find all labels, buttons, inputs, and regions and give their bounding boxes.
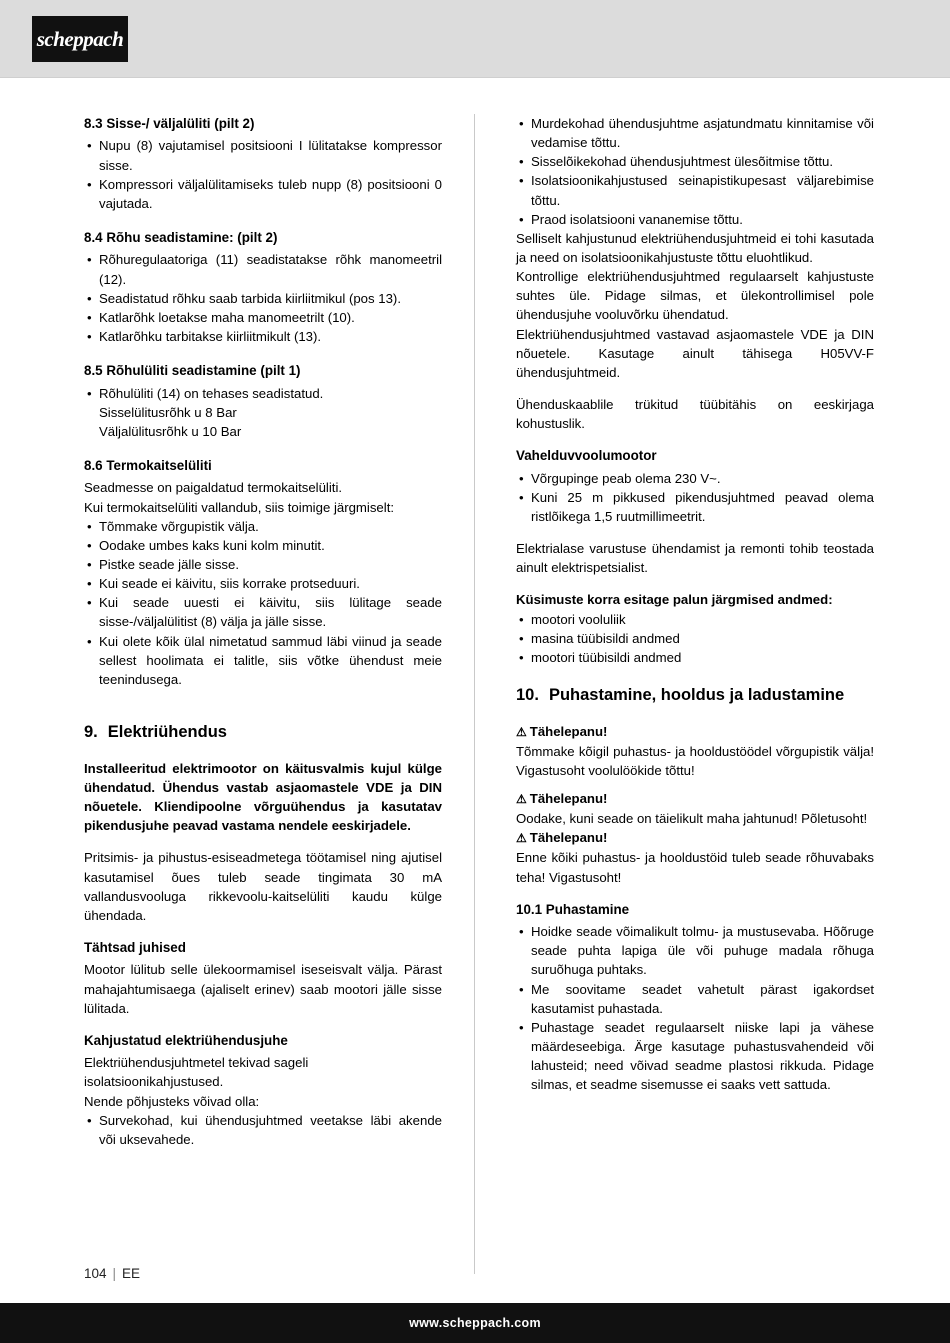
page-body xyxy=(0,78,950,1263)
spacer xyxy=(516,526,874,539)
warning-3-heading xyxy=(516,828,874,847)
list-item: • Murdekohad ühendusjuhtme asjatundmatu kinnitamise või vedamise tõttu. xyxy=(516,114,874,152)
chapter-9-bold-paragraph: Installeeritud elektrimootor on käitusvalmis kujul külge ühendatud. Ühendus vastab asjaomastele VDE ja DIN nõuetele. Kliendipoolne võrguühendus ja kasutatav pikendusjuhe peavad vastama nendele eeskirjadele. xyxy=(84,760,442,834)
list-item: • Puhastage seadet regulaarselt niiske lapi ja vähese määrdeseebiga. Ärge kasutage puhastusvahendeid või lahusteid; need võivad seadme plastosi rikkuda. Pidage silmas, et seadme sisemusse ei saaks vett sattuda. xyxy=(516,1018,874,1095)
column-divider xyxy=(474,114,475,1274)
scheppach-logo xyxy=(32,16,128,62)
list-item: • Kui olete kõik ülal nimetatud sammud läbi viinud ja seade sellest hoolimata ei talitle, siis võtke ühendust meie teenindusega. xyxy=(84,632,442,689)
footer-separator: | xyxy=(112,1266,117,1281)
section-8-4 xyxy=(84,228,442,346)
page-number: 104 xyxy=(84,1266,107,1281)
warning-triangle-icon: ⚠ xyxy=(516,724,527,739)
list-item: • mootori vooluliik xyxy=(516,610,874,629)
list-item: • mootori tüübisildi andmed xyxy=(516,648,874,667)
list-item: • Tõmmake võrgupistik välja. xyxy=(84,517,442,536)
warning-1-label: Tähelepanu! xyxy=(529,723,608,739)
important-notes-heading: Tähtsad juhised xyxy=(84,940,186,956)
warning-2-heading xyxy=(516,789,874,808)
section-8-6 xyxy=(84,456,442,689)
list-item: • Isolatsioonikahjustused seinapistikupesast väljarebimise tõttu. xyxy=(516,171,874,209)
list-item: • Kuni 25 m pikkused pikendusjuhtmed peavad olema ristlõikega 1,5 ruutmillimeetrit. xyxy=(516,488,874,526)
section-8-4-list xyxy=(84,250,442,346)
warning-triangle-icon: ⚠ xyxy=(516,831,527,846)
list-item: • Oodake umbes kaks kuni kolm minutit. xyxy=(84,536,442,555)
section-10-1-heading: 10.1 Puhastamine xyxy=(516,901,630,917)
list-item: • Võrgupinge peab olema 230 V~. xyxy=(516,469,874,488)
important-notes-paragraph: Mootor lülitub selle ülekoormamisel iseseisvalt välja. Pärast mahajahtumisaega (ajaliselt erinev) saab mootori jälle sisse lülitada. xyxy=(84,962,442,1016)
ac-motor-list xyxy=(516,469,874,526)
spacer xyxy=(516,382,874,395)
damaged-cable-causes-list xyxy=(84,1111,442,1149)
list-item: • Kui seade ei käivitu, siis korrake protseduuri. xyxy=(84,574,442,593)
spacer xyxy=(84,925,442,938)
section-8-4-heading: 8.4 Rõhu seadistamine: (pilt 2) xyxy=(84,230,278,245)
section-8-6-heading: 8.6 Termokaitselüliti xyxy=(84,458,212,473)
logo-text: scheppach xyxy=(36,26,124,51)
list-item: • Kui seade uuesti ei käivitu, siis lülitage seade sisse-/väljalülitist (8) välja ja jälle sisse. xyxy=(84,593,442,631)
footer-bar xyxy=(0,1303,950,1343)
list-item: • masina tüübisildi andmed xyxy=(516,629,874,648)
list-item: • Seadistatud rõhku saab tarbida kiirliitmikul (pos 13). xyxy=(84,289,442,308)
chapter-9-heading xyxy=(84,721,442,745)
warning-1-heading xyxy=(516,722,874,741)
list-item: • Survekohad, kui ühendusjuhtmed veetakse läbi akende või uksevahede. xyxy=(84,1111,442,1149)
chapter-9-title: Elektriühendus xyxy=(107,722,227,741)
section-8-5 xyxy=(84,361,442,441)
switch-on-pressure: Sisselülitusrõhk u 8 Bar xyxy=(99,404,237,420)
left-column xyxy=(84,114,442,1149)
footer-page-info xyxy=(84,1266,140,1281)
spacer xyxy=(84,835,442,848)
right-paragraph-4: Ühenduskaablile trükitud tüübitähis on eeskirjaga kohustuslik. xyxy=(516,396,874,432)
section-8-3-heading: 8.3 Sisse-/ väljalüliti (pilt 2) xyxy=(84,116,255,131)
damaged-cable-paragraph: Elektriühendusjuhtmetel tekivad sageli isolatsioonikahjustused. xyxy=(84,1055,309,1090)
section-8-3-list xyxy=(84,136,442,213)
list-item: • Katlarõhk loetakse maha manomeetrilt (10). xyxy=(84,308,442,327)
chapter-9-number: 9. xyxy=(84,722,98,741)
warning-2-text: Oodake, kuni seade on täielikult maha jahtunud! Põletusoht! xyxy=(516,810,868,826)
damage-causes-list-continued xyxy=(516,114,874,229)
spacer xyxy=(516,667,874,684)
language-code: EE xyxy=(122,1266,141,1281)
section-8-3 xyxy=(84,114,442,213)
switch-off-pressure: Väljalülitusrõhk u 10 Bar xyxy=(99,423,242,439)
list-item: • Hoidke seade võimalikult tolmu- ja mustusevaba. Hõõruge seade puhta lapiga üle või puhuge madala rõhuga suruõhuga puhtaks. xyxy=(516,922,874,979)
spacer xyxy=(516,577,874,590)
spacer xyxy=(516,887,874,900)
spacer xyxy=(516,781,874,789)
page-header-band xyxy=(0,0,950,78)
damaged-cable-heading: Kahjustatud elektriühendusjuhe xyxy=(84,1032,288,1048)
chapter-10-heading xyxy=(516,684,874,708)
questions-heading: Küsimuste korra esitage palun järgmised andmed: xyxy=(516,592,833,608)
right-paragraph-1: Selliselt kahjustunud elektriühendusjuhtmeid ei tohi kasutada ja need on isolatsioonikahjustuste tõttu eluohtlikud. xyxy=(516,230,874,265)
section-8-5-heading: 8.5 Rõhulüliti seadistamine (pilt 1) xyxy=(84,363,301,379)
spacer xyxy=(84,704,442,721)
right-paragraph-5: Elektrialase varustuse ühendamist ja remonti tohib teostada ainult elektrispetsialist. xyxy=(516,541,874,576)
list-item: • Rõhulüliti (14) on tehases seadistatud. xyxy=(84,384,442,403)
footer-website-url: www.scheppach.com xyxy=(409,1316,541,1330)
section-8-6-intro-2: Kui termokaitselüliti vallandub, siis toimige järgmiselt: xyxy=(84,499,395,515)
chapter-9-paragraph-1: Pritsimis- ja pihustus-esiseadmetega töötamisel ning ajutisel kasutamisel õues tuleb seade tingimata 30 mA vallandusvooluga rikkevoolu-kaitselüliti kaudu külge ühendada. xyxy=(84,850,442,923)
warning-3-text: Enne kõiki puhastus- ja hooldustöid tuleb seade rõhuvabaks teha! Vigastusoht! xyxy=(516,850,874,885)
right-paragraph-3: Elektriühendusjuhtmed vastavad asjaomastele VDE ja DIN nõuetele. Kasutage ainult tähisega H05VV-F ühendusjuhtmeid. xyxy=(516,326,874,380)
list-item: • Praod isolatsiooni vananemise tõttu. xyxy=(516,210,874,229)
damaged-cable-causes-intro: Nende põhjusteks võivad olla: xyxy=(84,1093,260,1109)
warning-3-label: Tähelepanu! xyxy=(529,830,608,846)
questions-list xyxy=(516,610,874,667)
list-item: • Me soovitame seadet vahetult pärast igakordset kasutamist puhastada. xyxy=(516,980,874,1018)
list-item: • Rõhuregulaatoriga (11) seadistatakse rõhk manomeetril (12). xyxy=(84,250,442,288)
section-8-6-list xyxy=(84,517,442,689)
list-item: • Nupu (8) vajutamisel positsiooni I lülitatakse kompressor sisse. xyxy=(84,136,442,174)
spacer xyxy=(84,1018,442,1031)
chapter-10-number: 10. xyxy=(516,685,539,704)
list-item: • Katlarõhku tarbitakse kiirliitmikult (13). xyxy=(84,327,442,346)
spacer xyxy=(516,433,874,446)
warning-triangle-icon: ⚠ xyxy=(516,791,527,806)
warning-1-text: Tõmmake kõigil puhastus- ja hooldustöödel võrgupistik välja! Vigastusoht voolulöökide tõttu! xyxy=(516,744,874,779)
section-8-6-intro-1: Seadmesse on paigaldatud termokaitselüliti. xyxy=(84,480,343,496)
right-column xyxy=(516,114,874,1094)
list-item: • Sisselõikekohad ühendusjuhtmest ülesõitmise tõttu. xyxy=(516,152,874,171)
chapter-10-title: Puhastamine, hooldus ja ladustamine xyxy=(548,685,845,704)
ac-motor-heading: Vahelduvvoolumootor xyxy=(516,448,657,464)
section-8-5-list xyxy=(84,384,442,403)
list-item: • Pistke seade jälle sisse. xyxy=(84,555,442,574)
right-paragraph-2: Kontrollige elektriühendusjuhtmed regulaarselt kahjustuste suhtes üle. Pidage silmas, et ülekontrollimisel pole ühendusjuhe vooluvõrku ühendatud. xyxy=(516,269,874,323)
list-item: • Kompressori väljalülitamiseks tuleb nupp (8) positsiooni 0 vajutada. xyxy=(84,175,442,213)
warning-2-label: Tähelepanu! xyxy=(529,790,608,806)
section-10-1-list xyxy=(516,922,874,1094)
